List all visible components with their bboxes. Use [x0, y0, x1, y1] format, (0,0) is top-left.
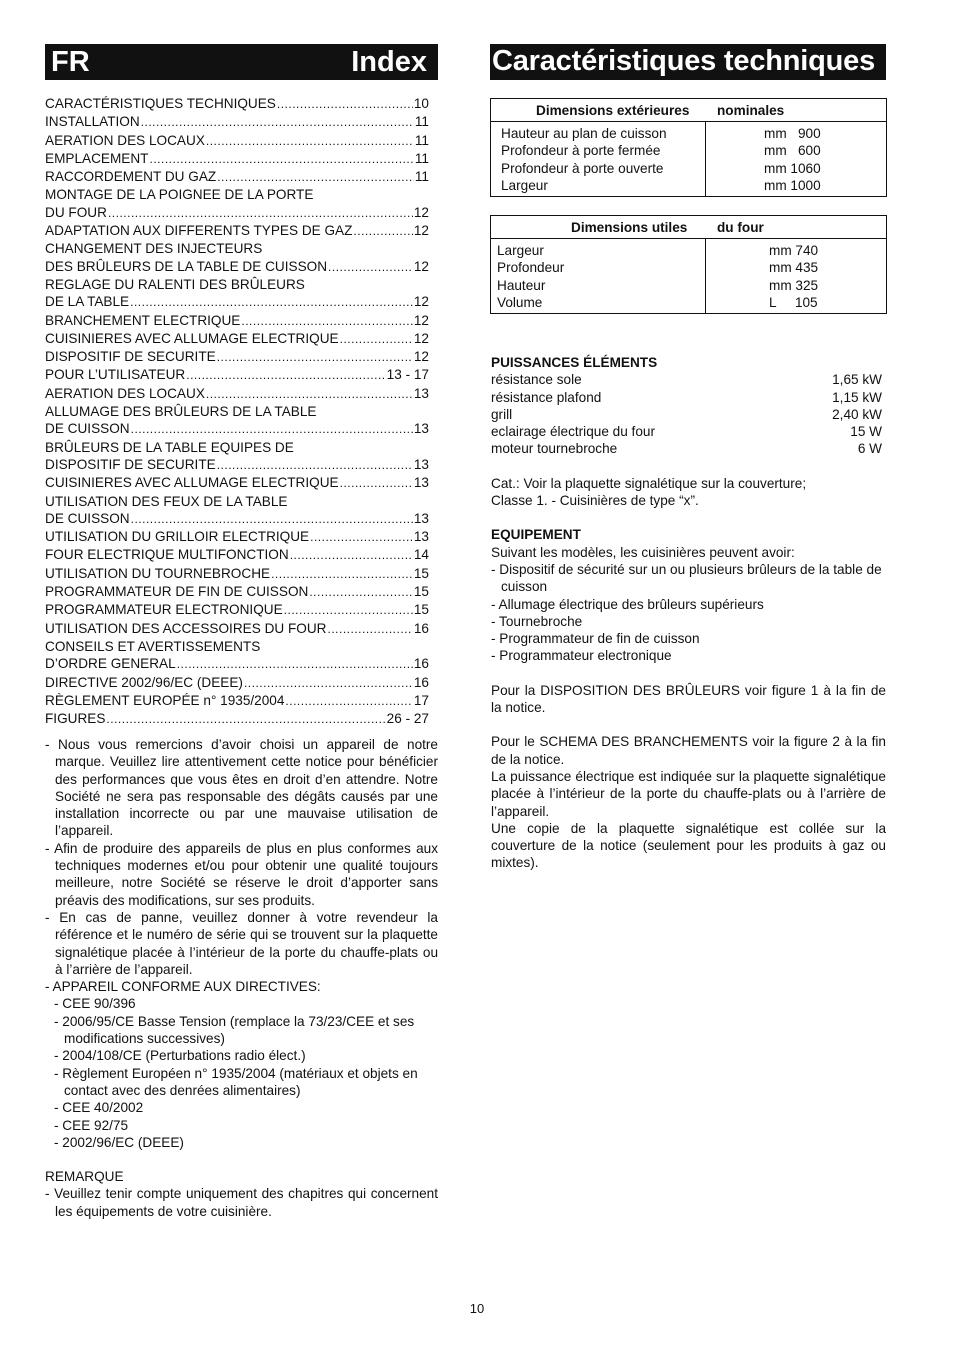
toc-leader-dots	[277, 96, 413, 113]
toc-label: UTILISATION DES FEUX DE LA TABLE	[45, 493, 288, 509]
toc-entry	[45, 546, 429, 564]
toc-label: CARACTÉRISTIQUES TECHNIQUES	[45, 96, 276, 111]
toc-label: FOUR ELECTRIQUE MULTIFONCTION	[45, 547, 289, 563]
directive-item: - CEE 40/2002	[54, 1100, 144, 1116]
dim-value: mm 1000	[764, 177, 821, 193]
category-line: Cat.: Voir la plaquette signalétique sur la couverture;	[491, 475, 807, 491]
directive-item: - CEE 90/396	[54, 996, 136, 1012]
toc-label: PROGRAMMATEUR ELECTRONIQUE	[45, 602, 283, 618]
toc-page: 16	[413, 674, 429, 690]
dim-value: mm 1060	[764, 160, 821, 176]
toc-label: ADAPTATION AUX DIFFERENTS TYPES DE GAZ	[45, 223, 353, 239]
equipement-item: - Tournebroche	[491, 613, 583, 629]
toc-label: PROGRAMMATEUR DE FIN DE CUISSON	[45, 584, 309, 600]
equipement-intro: Suivant les modèles, les cuisinières peuvent avoir:	[491, 544, 795, 560]
toc-label: UTILISATION DES ACCESSOIRES DU FOUR	[45, 620, 327, 636]
toc-entry	[45, 493, 429, 510]
directive-item: - 2002/96/EC (DEEE)	[54, 1134, 184, 1150]
section-title: Caractéristiques techniques	[492, 45, 876, 77]
toc-label: DU FOUR	[45, 204, 107, 220]
toc-entry	[45, 620, 429, 638]
toc-entry	[45, 456, 429, 474]
toc-label: DE LA TABLE	[45, 294, 130, 310]
dim-value: L 105	[769, 294, 818, 310]
equipement-item: - Allumage électrique des brûleurs supérieurs	[491, 596, 764, 612]
toc-leader-dots	[290, 547, 413, 564]
toc-page: 17	[413, 692, 429, 708]
power-value: 15 W	[850, 424, 882, 440]
toc-leader-dots	[206, 133, 414, 150]
dim-label: Largeur	[501, 177, 548, 193]
toc-leader-dots	[285, 693, 412, 710]
table-header-right: nominales	[717, 103, 785, 118]
dim-label: Profondeur à porte fermée	[501, 143, 661, 159]
toc-page: 11	[414, 114, 429, 130]
power-label: grill	[491, 406, 513, 422]
toc-label: D’ORDRE GENERAL	[45, 656, 176, 672]
toc-label: DE CUISSON	[45, 510, 130, 526]
toc-page: 13	[413, 510, 429, 526]
dim-value: mm 600	[764, 143, 821, 159]
toc-label: CUISINIERES AVEC ALLUMAGE ELECTRIQUE	[45, 330, 339, 346]
remarque-text: - Veuillez tenir compte uniquement des chapitres qui concernent les équipements de votre cuisinière.	[45, 1186, 438, 1219]
toc-page: 12	[413, 349, 429, 365]
toc-leader-dots	[328, 259, 413, 276]
power-row	[491, 423, 886, 440]
toc-leader-dots	[108, 205, 413, 222]
toc-leader-dots	[217, 457, 413, 474]
toc-page: 13	[413, 385, 429, 401]
dimensions-utiles-table	[490, 215, 887, 314]
toc-entry	[45, 565, 429, 583]
toc-leader-dots	[217, 169, 414, 186]
power-value: 6 W	[857, 441, 882, 457]
toc-entry	[45, 710, 429, 728]
toc-entry	[45, 168, 429, 186]
toc-leader-dots	[131, 421, 413, 438]
toc-entry	[45, 276, 429, 293]
toc-label: CUISINIERES AVEC ALLUMAGE ELECTRIQUE	[45, 475, 339, 491]
toc-label: POUR L’UTILISATEUR	[45, 367, 186, 383]
equipement-item: - Programmateur electronique	[491, 648, 672, 664]
toc-label: DE CUISSON	[45, 421, 130, 437]
toc-page: 13	[413, 529, 429, 545]
toc-label: DIRECTIVE 2002/96/EC (DEEE)	[45, 674, 243, 690]
toc-page: 13	[413, 475, 429, 491]
dim-label: Volume	[497, 294, 543, 310]
toc-page: 16	[413, 620, 429, 636]
toc-page: 15	[413, 584, 429, 600]
toc-leader-dots	[130, 294, 413, 311]
toc-page: 13	[413, 456, 429, 472]
disposition-paragraph: Pour la DISPOSITION DES BRÛLEURS voir figure 1 à la fin de la notice.	[491, 682, 886, 716]
dim-value: mm 900	[764, 126, 821, 141]
puissances-title: PUISSANCES ÉLÉMENTS	[491, 355, 658, 370]
toc-entry	[45, 655, 429, 673]
toc-entry	[45, 403, 429, 420]
intro-paragraph: - Nous vous remercions d’avoir choisi un appareil de notre marque. Veuillez lire attentivement cette notice pour bénéficier des performances que vous êtes en droit d’en attendre. Notre Société ne sera pas responsable des dégâts causés par une installation incorrecte ou par une mauvaise utilisation de l’appareil.	[45, 737, 438, 839]
toc-leader-dots	[106, 711, 385, 728]
toc-page: 15	[413, 602, 429, 618]
toc-leader-dots	[131, 511, 413, 528]
toc-label: AERATION DES LOCAUX	[45, 385, 205, 401]
toc-entry	[45, 474, 429, 492]
toc-page: 11	[414, 132, 429, 148]
directive-item: - CEE 92/75	[54, 1117, 129, 1133]
toc-entry	[45, 638, 429, 655]
toc-leader-dots	[271, 566, 413, 583]
toc-label: MONTAGE DE LA POIGNEE DE LA PORTE	[45, 187, 314, 203]
table-header-left: Dimensions extérieures	[536, 103, 690, 118]
intro-paragraph: - APPAREIL CONFORME AUX DIRECTIVES:	[45, 979, 321, 995]
toc-entry	[45, 528, 429, 546]
directive-item: - 2004/108/CE (Perturbations radio élect.)	[54, 1048, 306, 1064]
toc-leader-dots	[328, 621, 413, 638]
toc-page: 12	[413, 312, 429, 328]
toc-page: 10	[413, 96, 429, 111]
toc-leader-dots	[353, 223, 412, 240]
page-number: 10	[469, 1301, 485, 1316]
specs-text	[491, 354, 886, 872]
power-value: 1,15 kW	[832, 389, 882, 405]
toc-label: BRÛLEURS DE LA TABLE EQUIPES DE	[45, 439, 294, 455]
remarque-title: REMARQUE	[45, 1169, 124, 1185]
toc-entry	[45, 330, 429, 348]
dim-value: mm 740	[769, 243, 819, 258]
toc-page: 13	[413, 421, 429, 437]
toc-label: ALLUMAGE DES BRÛLEURS DE LA TABLE	[45, 404, 317, 420]
toc-label: CONSEILS ET AVERTISSEMENTS	[45, 638, 261, 654]
dim-label: Profondeur à porte ouverte	[501, 160, 664, 176]
toc-entry	[45, 113, 429, 131]
toc-page: 15	[413, 565, 429, 581]
intro-text	[45, 736, 438, 1220]
toc-entry	[45, 293, 429, 311]
toc-leader-dots	[241, 313, 412, 330]
directive-item: - Règlement Européen n° 1935/2004 (matériaux et objets en contact avec des denrées alimentaires)	[54, 1065, 418, 1098]
toc-entry	[45, 150, 429, 168]
toc-label: BRANCHEMENT ELECTRIQUE	[45, 312, 241, 328]
dim-label: Largeur	[497, 243, 544, 258]
toc-entry	[45, 204, 429, 222]
power-value: 2,40 kW	[832, 406, 882, 422]
table-header-left: Dimensions utiles	[571, 220, 688, 235]
toc-page: 13 - 17	[386, 367, 429, 383]
toc-page: 11	[414, 150, 429, 166]
table-header	[491, 99, 886, 122]
toc-leader-dots	[177, 656, 413, 673]
toc-entry	[45, 348, 429, 366]
dimensions-exterieures-table	[490, 98, 887, 197]
toc-entry	[45, 312, 429, 330]
directive-item: - 2006/95/CE Basse Tension (remplace la 73/23/CEE et ses modifications successives)	[54, 1013, 415, 1047]
toc-page: 12	[413, 204, 429, 220]
power-row	[491, 440, 886, 457]
copie-paragraph: Une copie de la plaquette signalétique est collée sur la couverture de la notice (seulement pour les produits à gaz ou mixtes).	[491, 820, 886, 871]
toc-entry	[45, 186, 429, 203]
dim-label: Profondeur	[497, 260, 565, 276]
dim-value: mm 325	[769, 277, 819, 293]
toc-page: 26 - 27	[386, 711, 429, 727]
table-header	[491, 216, 886, 239]
toc-entry	[45, 258, 429, 276]
toc-leader-dots	[149, 151, 413, 168]
toc-entry	[45, 420, 429, 438]
section-header	[490, 44, 886, 80]
toc-leader-dots	[206, 386, 413, 403]
toc-entry	[45, 510, 429, 528]
toc-entry	[45, 439, 429, 456]
dim-value: mm 435	[769, 260, 819, 276]
toc-label: REGLAGE DU RALENTI DES BRÛLEURS	[45, 276, 305, 292]
dim-label: Hauteur	[497, 277, 546, 293]
toc-label: AERATION DES LOCAUX	[45, 132, 205, 148]
toc-leader-dots	[340, 331, 413, 348]
toc-label: DISPOSITIF DE SECURITE	[45, 456, 216, 472]
index-title: Index	[351, 46, 427, 78]
toc-leader-dots	[340, 475, 413, 492]
toc-leader-dots	[309, 584, 413, 601]
toc-leader-dots	[186, 367, 385, 384]
toc-entry	[45, 692, 429, 710]
toc-page: 12	[413, 330, 429, 346]
toc-page: 16	[413, 656, 429, 672]
power-row	[491, 371, 886, 388]
power-value: 1,65 kW	[832, 372, 882, 388]
toc-page: 11	[414, 169, 429, 185]
toc-label: EMPLACEMENT	[45, 150, 149, 166]
power-row	[491, 389, 886, 406]
toc-label: FIGURES	[45, 711, 106, 727]
toc-entry	[45, 132, 429, 150]
intro-paragraph: - Afin de produire des appareils de plus en plus conformes aux techniques modernes et/ou pour obtenir une qualité toujours meilleure, notre Société se réserve le droit d’apporter sans préavis des modifications, sur ses produits.	[45, 840, 438, 908]
toc-entry	[45, 674, 429, 692]
toc-leader-dots	[244, 675, 413, 692]
toc-entry	[45, 222, 429, 240]
toc-entry	[45, 95, 429, 113]
schema-paragraph: Pour le SCHEMA DES BRANCHEMENTS voir la figure 2 à la fin de la notice.	[491, 734, 886, 767]
toc-entry	[45, 366, 429, 384]
table-header-right: du four	[717, 220, 764, 235]
dim-label: Hauteur au plan de cuisson	[501, 126, 667, 141]
power-label: résistance sole	[491, 372, 582, 388]
toc-page: 12	[413, 258, 429, 274]
toc-entry	[45, 385, 429, 403]
toc-label: DES BRÛLEURS DE LA TABLE DE CUISSON	[45, 258, 328, 274]
language-code: FR	[51, 46, 90, 78]
toc-label: DISPOSITIF DE SECURITE	[45, 349, 216, 365]
equipement-item: - Programmateur de fin de cuisson	[491, 631, 700, 647]
class-line: Classe 1. - Cuisinières de type “x”.	[491, 493, 699, 509]
toc-label: CHANGEMENT DES INJECTEURS	[45, 241, 263, 257]
equipement-item: - Dispositif de sécurité sur un ou plusieurs brûleurs de la table de cuisson	[491, 561, 882, 595]
toc-label: UTILISATION DU GRILLOIR ELECTRIQUE	[45, 529, 310, 545]
power-label: moteur tournebroche	[491, 441, 618, 457]
intro-paragraph: - En cas de panne, veuillez donner à votre revendeur la référence et le numéro de série qui se trouvent sur la plaquette signalétique placée à l’intérieur de la porte du chauffe-plats ou à l’arrière de l’appareil.	[45, 909, 438, 977]
toc-leader-dots	[284, 602, 413, 619]
toc-label: UTILISATION DU TOURNEBROCHE	[45, 565, 271, 581]
index-header	[45, 44, 438, 80]
toc-entry	[45, 601, 429, 619]
table-of-contents	[45, 95, 429, 728]
toc-label: RÈGLEMENT EUROPÉE n° 1935/2004	[45, 692, 285, 708]
toc-page: 12	[413, 294, 429, 310]
toc-label: INSTALLATION	[45, 114, 140, 130]
equipement-title: EQUIPEMENT	[491, 527, 581, 543]
power-row	[491, 406, 886, 423]
toc-page: 12	[413, 223, 429, 239]
toc-leader-dots	[141, 114, 414, 131]
toc-entry	[45, 240, 429, 257]
toc-page: 14	[413, 547, 429, 563]
toc-label: RACCORDEMENT DU GAZ	[45, 169, 217, 185]
toc-leader-dots	[217, 349, 413, 366]
toc-entry	[45, 583, 429, 601]
toc-leader-dots	[310, 529, 413, 546]
power-label: eclairage électrique du four	[491, 424, 655, 440]
power-label: résistance plafond	[491, 389, 602, 405]
puissance-paragraph: La puissance électrique est indiquée sur la plaquette signalétique placée à l’intérieur de la porte du chauffe-plats ou à l’arrière de l’appareil.	[491, 768, 886, 819]
